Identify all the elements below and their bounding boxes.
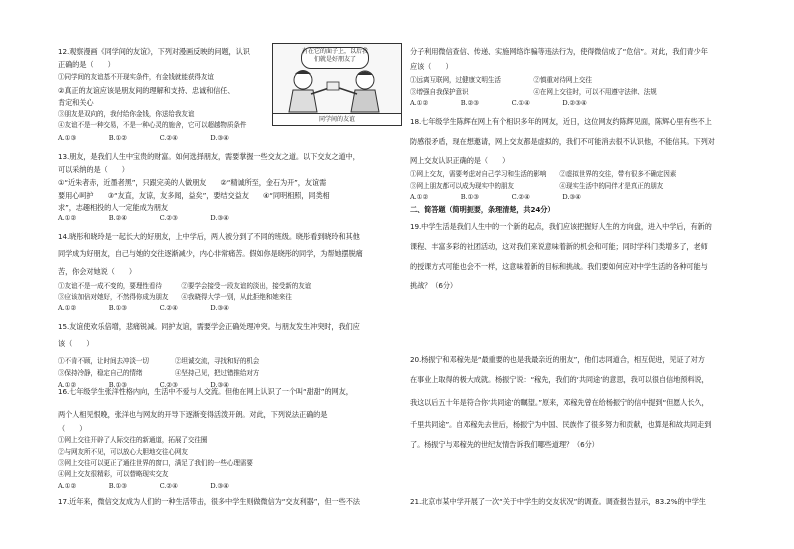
left-text-line: 肯定和关心 — [58, 98, 94, 107]
right-text-line: 应该（ ） — [410, 62, 453, 71]
right-text-line: 分子利用微信查信、传递、实施网络诈骗等违法行为，使得微信成了“危信”。对此，我们青少年 — [410, 47, 708, 56]
left-text-line: 求”，志趣相投的人一定能成为朋友 — [58, 203, 168, 212]
left-text-line: A.①② B.①③ C.②③ D.③④ — [58, 381, 229, 389]
right-text-line: 挑战？（6分） — [410, 281, 457, 290]
right-text-line: 二、简答题（简明扼要，条理清楚，共24分） — [410, 205, 555, 214]
left-text-line: ④网上交友很精彩，可以替略现实交友 — [58, 470, 169, 478]
right-text-line: ③增强自我保护意识 ④在网上交往时，可以不用遵守法律、法规 — [410, 88, 657, 96]
left-text-line: 14.晓彤和晓玲是一起长大的好朋友，上中学后，两人被分到了不同的班级。晓彤看到晓玲和其他 — [58, 232, 360, 241]
right-text-line: A.①② B.①③ C.②④ D.③④ — [410, 193, 581, 201]
right-text-line: ③网上朋友都可以成为现实中的朋友 ④现实生活中的同伴才是真正的朋友 — [410, 182, 664, 190]
right-text-line: ①网上交友，需要考虑对自己学习和生活的影响 ②虚拟世界的交往，带有很多不确定因素 — [410, 170, 677, 178]
left-text-line: A.①② B.①③ C.②④ D.③④ — [58, 482, 229, 490]
left-text-line: ③保持冷静，稳定自己的情绪 ④坚持己见，把过错推给对方 — [58, 369, 260, 377]
right-text-line: 的授课方式可能也会不一样，这意味着新的目标和挑战。我们要如何应对中学生活的各种可能与 — [410, 262, 708, 271]
right-text-line: 19.中学生活是我们人生中的一个新的起点，我们应该把握好人生的方向盘，进入中学后，有新的 — [410, 222, 712, 231]
right-text-line: 20.杨振宁和邓稼先是“最重要的也是我最亲近的朋友”，他们志同道合，相互促进，见证了对方 — [410, 355, 705, 364]
left-text-line: ②与网友所不见，可以放心大胆地交往心网友 — [58, 448, 188, 456]
left-text-line: ①网上交往开辟了人际交往的新通道，拓展了交往圈 — [58, 436, 208, 444]
left-text-line: ②真正的友谊应该是朋友间的理解和支持、忠诚和信任、 — [58, 86, 235, 95]
right-text-line: 在事业上取得的极大成就。杨振宁说：“稼先，我们的‘共同途’的意思，我可以很自信地预料说， — [410, 375, 709, 384]
right-text-line: 课程、丰富多彩的社团活动，这对我们来说意味着新的机会和可能；同时学科门类增多了，老师 — [410, 242, 708, 251]
left-text-line: 同学成为好朋友，自己与她的交往逐渐减少，内心非常痛苦。假如你是晓彤的同学，为帮她摆脱痛 — [58, 249, 363, 258]
right-text-line: A.①② B.②③ C.①④ D.②③④ — [410, 99, 587, 107]
left-text-line: 要用心呵护 ③“友直，友谅，友多闻，益矣”，要结交益友 ④“同明相照，同类相 — [58, 191, 330, 200]
left-text-line: ③网上交往可以更正了通往世界的窗口，满足了我们的一些心理需要 — [58, 459, 253, 467]
left-text-line: （ ） — [58, 424, 87, 433]
right-text-line: ①远离互联网，过健康文明生活 ②慎重对待网上交往 — [410, 76, 592, 84]
right-text-line: 千里共同途”。自邓稼先去世后，杨振宁为中国、民族作了很多努力和贡献，也算是和故共同走到 — [410, 420, 712, 429]
left-text-line: A.①② B.②④ C.②③ D.③④ — [58, 214, 229, 222]
left-text-line: A.①③ B.①② C.②④ D.③④ — [58, 134, 229, 142]
right-text-line: 我这以后五十年是符合你‘共同途’的瞩望。”原来，邓稼先曾在给杨振宁的信中提到“但愿人长久， — [410, 398, 709, 407]
left-text-line: A.①② B.①③ C.②④ D.③④ — [58, 304, 229, 312]
left-text-line: 17.近年来，微信交友成为人们的一种生活带击，很多中学生则做微信为“交友利器”，但一些不法 — [58, 497, 360, 506]
right-text-line: 了。杨振宁与邓稼先的世纪友情告诉我们哪些道理？（6分） — [410, 440, 599, 449]
left-text-line: ③应该加倍对她好，不然得你成为朋友 ④我晓得大学一别，从此拒绝和她来往 — [58, 293, 292, 301]
cartoon-caption: 同学间的友谊 — [273, 113, 401, 125]
left-text-line: 两个人相见恨晚，张洋也与网友的开导下逐渐变得活泼开朗。对此，下列说法正确的是 — [58, 410, 328, 419]
left-text-line: ①同学间的友谊基不开现实条件，有金钱就能获得友谊 — [58, 73, 214, 81]
left-text-line: 15.友谊使欢乐倍增，悲痛锐减。同护友谊，需要学会正确处理冲突。与朋友发生冲突时，我们应 — [58, 322, 360, 331]
left-text-line: ③朋友是双向的，我付给你金钱，你送给我友谊 — [58, 110, 195, 118]
left-text-line: ①友谊不是一成不变的，要理性看待 ②要学会接受一段友谊的淡出，接受新的友谊 — [58, 282, 312, 290]
left-text-line: 13.朋友，是我们人生中宝贵的财富。如何选择朋友，需要掌握一些交友之道。以下交友之道中， — [58, 152, 360, 161]
left-text-line: ④友谊不是一种交易，不是一种心灵的施舍，它可以超越物质条件 — [58, 121, 247, 129]
left-text-line: 正确的是（ ） — [58, 60, 115, 69]
left-text-line: ①不肯不顾，让时间去冲淡一切 ②坦诚交流，寻找和好的机会 — [58, 357, 260, 365]
left-text-line: 苦，你会对她说（ ） — [58, 267, 136, 276]
left-text-line: 该（ ） — [58, 339, 94, 348]
right-text-line: 21.北京市某中学开展了一次“关于中学生的交友状况”的调查。调查报告显示，83.2%的中学生 — [410, 497, 706, 506]
right-text-line: 网上交友认识正确的是（ ） — [410, 156, 510, 165]
left-text-line: 可以采纳的是（ ） — [58, 165, 129, 174]
left-text-line: 12.观察漫画《同学间的友谊》，下列对漫画反映的问题，认识 — [58, 47, 250, 56]
left-text-line: ①“近朱者赤，近墨者黑”，只跟完美的人做朋友 ②“精诚所至，金石为开”，友谊需 — [58, 178, 327, 187]
cartoon-speech-bubble: 有在它的面子上，以后我们就是好朋友了 — [301, 47, 369, 69]
friendship-cartoon — [272, 43, 402, 126]
right-text-line: 18.七年级学生陈辉在网上有个相识多年的网友，近日，这位网友约陈辉见面，陈辉心里有些不上 — [410, 117, 712, 126]
left-text-line: 16.七年级学生张洋性格内向，生活中不爱与人交流。但他在网上认识了一个叫“甜甜”的网友， — [58, 387, 353, 396]
right-text-line: 防感很矛盾，现在想邀请，网上交友都是虚拟的，我们不可能消去很不认识他，不能信其。下列对 — [410, 137, 715, 146]
